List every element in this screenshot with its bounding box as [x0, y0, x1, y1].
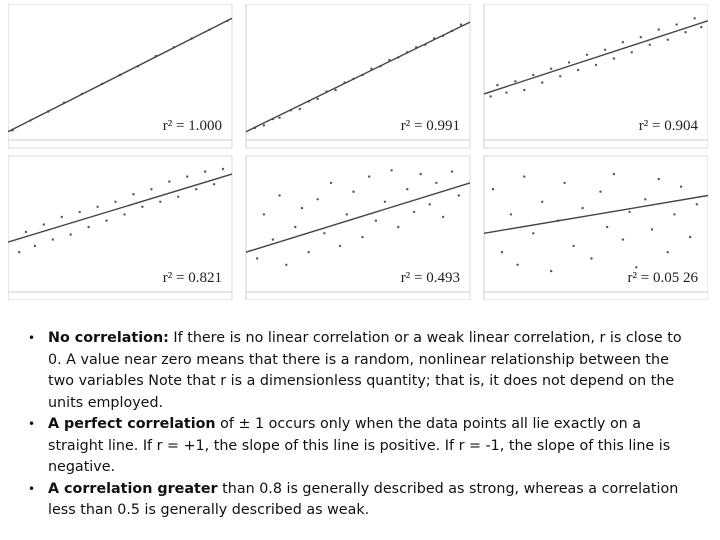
- data-point: [568, 61, 570, 63]
- data-point: [308, 251, 310, 253]
- data-point: [168, 180, 170, 182]
- scatter-panel-4: [8, 156, 232, 300]
- data-point: [132, 193, 134, 195]
- data-point: [141, 206, 143, 208]
- data-point: [559, 75, 561, 77]
- data-point: [52, 238, 54, 240]
- data-point: [390, 169, 392, 171]
- data-point: [413, 211, 415, 213]
- r-squared-label: r² = 0.904: [638, 118, 698, 134]
- data-point: [640, 36, 642, 38]
- data-point: [541, 201, 543, 203]
- bullet: •: [28, 481, 36, 496]
- data-point: [150, 188, 152, 190]
- data-point: [458, 194, 460, 196]
- data-point: [70, 233, 72, 235]
- data-point: [586, 54, 588, 56]
- scatter-panel-3: [484, 4, 708, 148]
- data-point: [644, 198, 646, 200]
- data-point: [114, 201, 116, 203]
- data-point: [577, 69, 579, 71]
- note-term: No correlation:: [48, 330, 169, 346]
- data-point: [272, 238, 274, 240]
- data-point: [435, 182, 437, 184]
- data-point: [18, 251, 20, 253]
- data-point: [213, 183, 215, 185]
- data-point: [317, 198, 319, 200]
- data-point: [700, 26, 702, 28]
- data-point: [550, 68, 552, 70]
- data-point: [96, 206, 98, 208]
- note-term: A perfect correlation: [48, 416, 216, 432]
- data-point: [323, 232, 325, 234]
- data-point: [43, 223, 45, 225]
- data-point: [34, 245, 36, 247]
- bullet: •: [28, 331, 36, 345]
- data-point: [604, 49, 606, 51]
- data-point: [204, 170, 206, 172]
- data-point: [346, 213, 348, 215]
- data-point: [123, 213, 125, 215]
- data-point: [651, 228, 653, 230]
- note-text: than 0.8 is generally described as strong, whereas a correlation less than 0.5 is generally described as weak.: [48, 480, 679, 518]
- data-point: [492, 188, 494, 190]
- data-point: [384, 201, 386, 203]
- note-strong-weak: [26, 479, 698, 522]
- data-point: [622, 238, 624, 240]
- data-point: [339, 245, 341, 247]
- data-point: [334, 89, 336, 91]
- data-point: [628, 211, 630, 213]
- data-point: [541, 81, 543, 83]
- data-point: [667, 251, 669, 253]
- data-point: [590, 257, 592, 259]
- data-point: [496, 84, 498, 86]
- data-point: [532, 74, 534, 76]
- r-squared-label: r² = 0.991: [400, 118, 460, 134]
- data-point: [278, 117, 280, 119]
- data-point: [285, 264, 287, 266]
- data-point: [613, 57, 615, 59]
- data-point: [501, 251, 503, 253]
- data-point: [649, 44, 651, 46]
- data-point: [263, 213, 265, 215]
- data-point: [550, 270, 552, 272]
- data-point: [510, 213, 512, 215]
- r-squared-label: r² = 0.493: [400, 270, 460, 286]
- data-point: [599, 191, 601, 193]
- note-text: of ± 1 occurs only when the data points all lie exactly on a straight line. If r = +1, the slope of this line is positive. If r = -1, the slope of this line is negative.: [48, 416, 671, 475]
- data-point: [25, 231, 27, 233]
- data-point: [680, 186, 682, 188]
- scatter-panel-1: [8, 4, 232, 148]
- data-point: [622, 41, 624, 43]
- note-text: If there is no linear correlation or a weak linear correlation, r is close to 0. A value near zero means that there is a random, nonlinear relationship between the two variables Note that r is a dimensionless quantity; that is, it does not depend on the units employed.: [48, 330, 682, 411]
- data-point: [79, 211, 81, 213]
- data-point: [301, 207, 303, 209]
- data-point: [222, 168, 224, 170]
- data-point: [442, 216, 444, 218]
- data-point: [673, 213, 675, 215]
- scatter-plots-svg: [8, 4, 708, 300]
- r-squared-label: r² = 0.05 26: [627, 270, 698, 286]
- data-point: [514, 80, 516, 82]
- data-point: [397, 226, 399, 228]
- data-point: [159, 201, 161, 203]
- data-point: [406, 188, 408, 190]
- data-point: [299, 108, 301, 110]
- data-point: [317, 98, 319, 100]
- regression-line: [246, 22, 470, 132]
- scatter-plot-grid: [8, 4, 708, 300]
- data-point: [87, 226, 89, 228]
- data-point: [294, 226, 296, 228]
- data-point: [631, 51, 633, 53]
- data-point: [330, 182, 332, 184]
- r-squared-label: r² = 1.000: [162, 118, 222, 134]
- data-point: [451, 170, 453, 172]
- data-point: [684, 31, 686, 33]
- data-point: [505, 91, 507, 93]
- regression-line: [484, 21, 708, 94]
- note-no-correlation: [26, 328, 698, 414]
- note-perfect-correlation: [26, 414, 698, 479]
- data-point: [352, 191, 354, 193]
- data-point: [595, 64, 597, 66]
- data-point: [361, 236, 363, 238]
- data-point: [420, 173, 422, 175]
- data-point: [689, 236, 691, 238]
- data-point: [105, 220, 107, 222]
- bullet: •: [28, 417, 36, 431]
- data-point: [613, 173, 615, 175]
- data-point: [572, 245, 574, 247]
- note-term: A correlation greater: [48, 480, 218, 497]
- data-point: [516, 264, 518, 266]
- notes-list: [26, 328, 698, 522]
- data-point: [429, 203, 431, 205]
- data-point: [581, 207, 583, 209]
- data-point: [61, 216, 63, 218]
- data-point: [523, 89, 525, 91]
- regression-line: [8, 174, 232, 242]
- data-point: [177, 196, 179, 198]
- data-point: [368, 175, 370, 177]
- data-point: [658, 178, 660, 180]
- data-point: [523, 175, 525, 177]
- r-squared-label: r² = 0.821: [162, 270, 222, 286]
- data-point: [635, 266, 637, 268]
- data-point: [263, 124, 265, 126]
- data-point: [195, 188, 197, 190]
- scatter-panel-6: [484, 156, 708, 300]
- data-point: [606, 226, 608, 228]
- data-point: [563, 182, 565, 184]
- data-point: [696, 203, 698, 205]
- data-point: [490, 95, 492, 97]
- data-point: [693, 17, 695, 19]
- scatter-panel-5: [246, 156, 470, 300]
- data-point: [256, 257, 258, 259]
- data-point: [186, 175, 188, 177]
- data-point: [667, 39, 669, 41]
- data-point: [675, 23, 677, 25]
- data-point: [532, 232, 534, 234]
- scatter-panel-2: [246, 4, 470, 148]
- data-point: [278, 194, 280, 196]
- data-point: [658, 28, 660, 30]
- regression-line: [8, 18, 232, 131]
- data-point: [375, 220, 377, 222]
- regression-line: [246, 183, 470, 252]
